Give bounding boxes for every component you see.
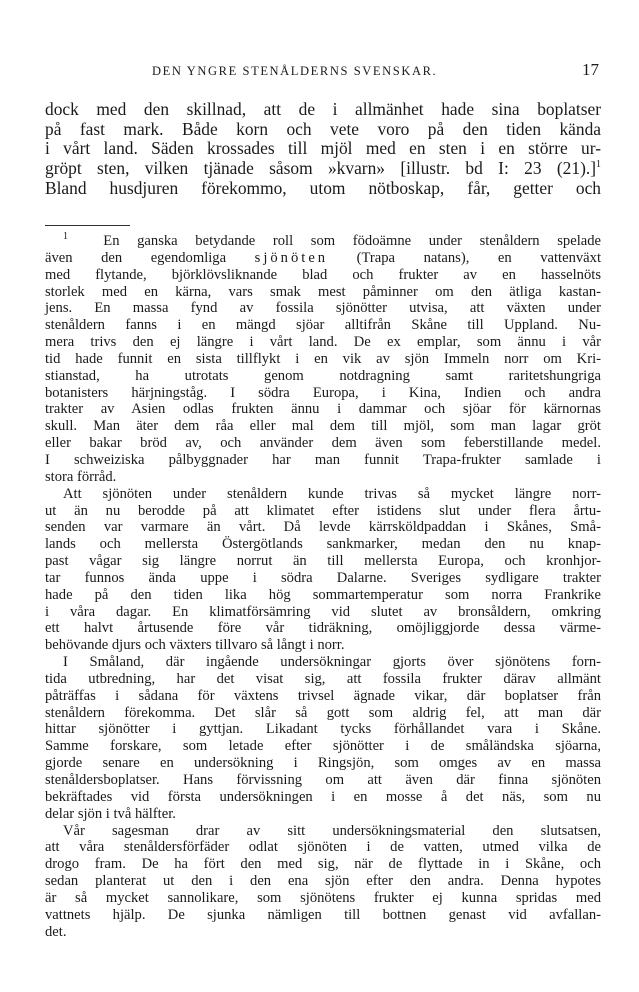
- footnote-line: hittar sjönötter i gyttjan. Likadant tycks förhållandet vara i Skåne.: [45, 721, 601, 738]
- footnote-line: I Småland, där ingående undersökningar gjorts över sjönötens forn-: [63, 654, 601, 671]
- footnote-line: ut än nu berodde på att klimatet efter istidens slut under flera årtu-: [45, 502, 601, 519]
- main-text: [45, 100, 601, 199]
- footnote-line: tid hade funnit en sista tillflykt i en vik av sjön Immeln norr om Kri-: [45, 350, 601, 367]
- main-text-line: i vårt land. Säden krossades till mjöl med en sten i en större ur-: [45, 138, 601, 159]
- footnote-line: eller bakar bröd av, och använder dem även som feberstillande medel.: [45, 435, 601, 452]
- footnote-line: jens. En massa fynd av fossila sjönötter utvisa, att växten under: [45, 300, 601, 317]
- footnote-line-content: En ganska betydande roll som födoämne under stenåldern spelade: [103, 233, 601, 249]
- main-text-line-content: gröpt sten, vilken tjänade såsom »kvarn» [illustr. bd I: 23 (21).]: [45, 158, 596, 179]
- main-text-line: Bland husdjuren förekommo, utom nötboskap, får, getter och: [45, 177, 601, 198]
- footnote-line: stora förråd.: [45, 468, 117, 485]
- footnote-marker: 1: [63, 231, 68, 243]
- footnote-line: drogo fram. De ha fört den med sig, när de flyttade in i Skåne, och: [45, 856, 601, 873]
- page-number: 17: [582, 60, 599, 79]
- footnote-line-post: (Trapa natans), en vattenväxt: [356, 249, 602, 266]
- main-text-line: [45, 159, 601, 179]
- main-text-line: på fast mark. Både korn och vete voro på den tiden kända: [45, 118, 601, 139]
- footnote-line: senden var varmare än vårt. Då levde kärrsköldpaddan i Skånes, Små-: [45, 519, 601, 536]
- footnote-line: vattnets hjälp. De sjunka nämligen till bottnen genast vid avfallan-: [45, 906, 601, 923]
- footnote-line: ett halvt årtusende före vår tidräkning, omöjliggjorde dessa värme-: [45, 620, 601, 637]
- footnote-line: Samme forskare, som letade efter sjönötter i de småländska sjöarna,: [45, 738, 601, 755]
- footnote-line: past vågar sig längre norrut än till mellersta Europa, och kronhjor-: [45, 553, 601, 570]
- footnote-line: tar funnos ända uppe i södra Dalarne. Sveriges sydligare trakter: [45, 569, 601, 586]
- footnote-line: trakter av Asien odlas frukten ännu i dammar och sjöar för kärnornas: [45, 401, 601, 418]
- footnote-line: att våra stenåldersförfäder odlat sjönöten i de vatten, utmed vilka de: [45, 839, 601, 856]
- footnote-reference: 1: [596, 159, 601, 171]
- footnote-line: lands och mellersta Östergötlands sankmarker, medan den nu knap-: [45, 536, 601, 553]
- footnote-line: tida utbredning, har det visat sig, att fossila frukter därav allmänt: [45, 670, 601, 687]
- footnote-line: bekräftades vid första undersökningen i en mosse å det näs, som nu: [45, 788, 601, 805]
- footnote-line: hade på den tiden lika hög sommartemperatur som norra Frankrike: [45, 586, 601, 603]
- footnote-line: Att sjönöten under stenåldern kunde trivas så mycket längre norr-: [63, 485, 601, 502]
- footnote-line: behövande djurs och växters tillvaro så långt i norr.: [45, 637, 345, 654]
- footnote-line: [45, 250, 601, 267]
- footnote-line-pre: även den egendomliga: [45, 249, 227, 266]
- running-head: DEN YNGRE STENÅLDERNS SVENSKAR.: [152, 64, 438, 78]
- footnote-line: mera trivs den ej längre i vårt land. De ex emplar, som ännu i vår: [45, 334, 601, 351]
- footnote-separator: [45, 225, 130, 226]
- footnote-line: storlek med en kärna, vars smak mest påminner om den ätliga kastan-: [45, 283, 601, 300]
- footnote-line: det.: [45, 923, 67, 940]
- footnote-line: skull. Man äter dem råa eller mal dem till mjöl, som man lagar gröt: [45, 418, 601, 435]
- page-header: [88, 60, 599, 84]
- footnote-line: Vår sagesman drar av sitt undersökningsmaterial den slutsatsen,: [63, 822, 601, 839]
- main-text-line: dock med den skillnad, att de i allmänhet hade sina boplatser: [45, 99, 601, 119]
- footnote: [45, 233, 601, 940]
- footnote-line: [45, 233, 601, 250]
- footnote-line: sedan planterat ut den i den ena sjön efter den andra. Denna hypotes: [45, 873, 601, 890]
- footnote-line: stenåldersboplatser. Hans förvissning om att även där finna sjönöten: [45, 772, 601, 788]
- emphasized-term: sjönöten: [254, 249, 329, 266]
- footnote-line: gjorde senare en undersökning i Ringsjön, som omges av en massa: [45, 755, 601, 772]
- footnote-line: I schweiziska pålbyggnader har man funnit Trapa-frukter samlade i: [45, 451, 601, 468]
- footnote-line: är så mycket sannolikare, som sjönötens frukter ej kunna spridas med: [45, 889, 601, 906]
- footnote-line: i våra dagar. En klimatförsämring vid slutet av bronsåldern, omkring: [45, 603, 601, 620]
- footnote-line: stenåldern fanns i en mängd sjöar alltifrån Skåne till Uppland. Nu-: [45, 317, 601, 334]
- footnote-line: stenåldern förekomma. Det slår så gott som aldrig fel, att man där: [45, 704, 601, 721]
- footnote-line: med flytande, björklövsliknande blad och frukter av en hasselnöts: [45, 266, 601, 283]
- footnote-line: påträffas i sådana för växtens trivsel ägnade vikar, där boplatser från: [45, 687, 601, 704]
- footnote-line: botanisters härjningståg. I södra Europa, i Kina, Indien och andra: [45, 384, 601, 401]
- footnote-line: stianstad, ha utrotats genom notdragning samt raritetshungriga: [45, 367, 601, 384]
- footnote-line: delar sjön i två hälfter.: [45, 805, 176, 822]
